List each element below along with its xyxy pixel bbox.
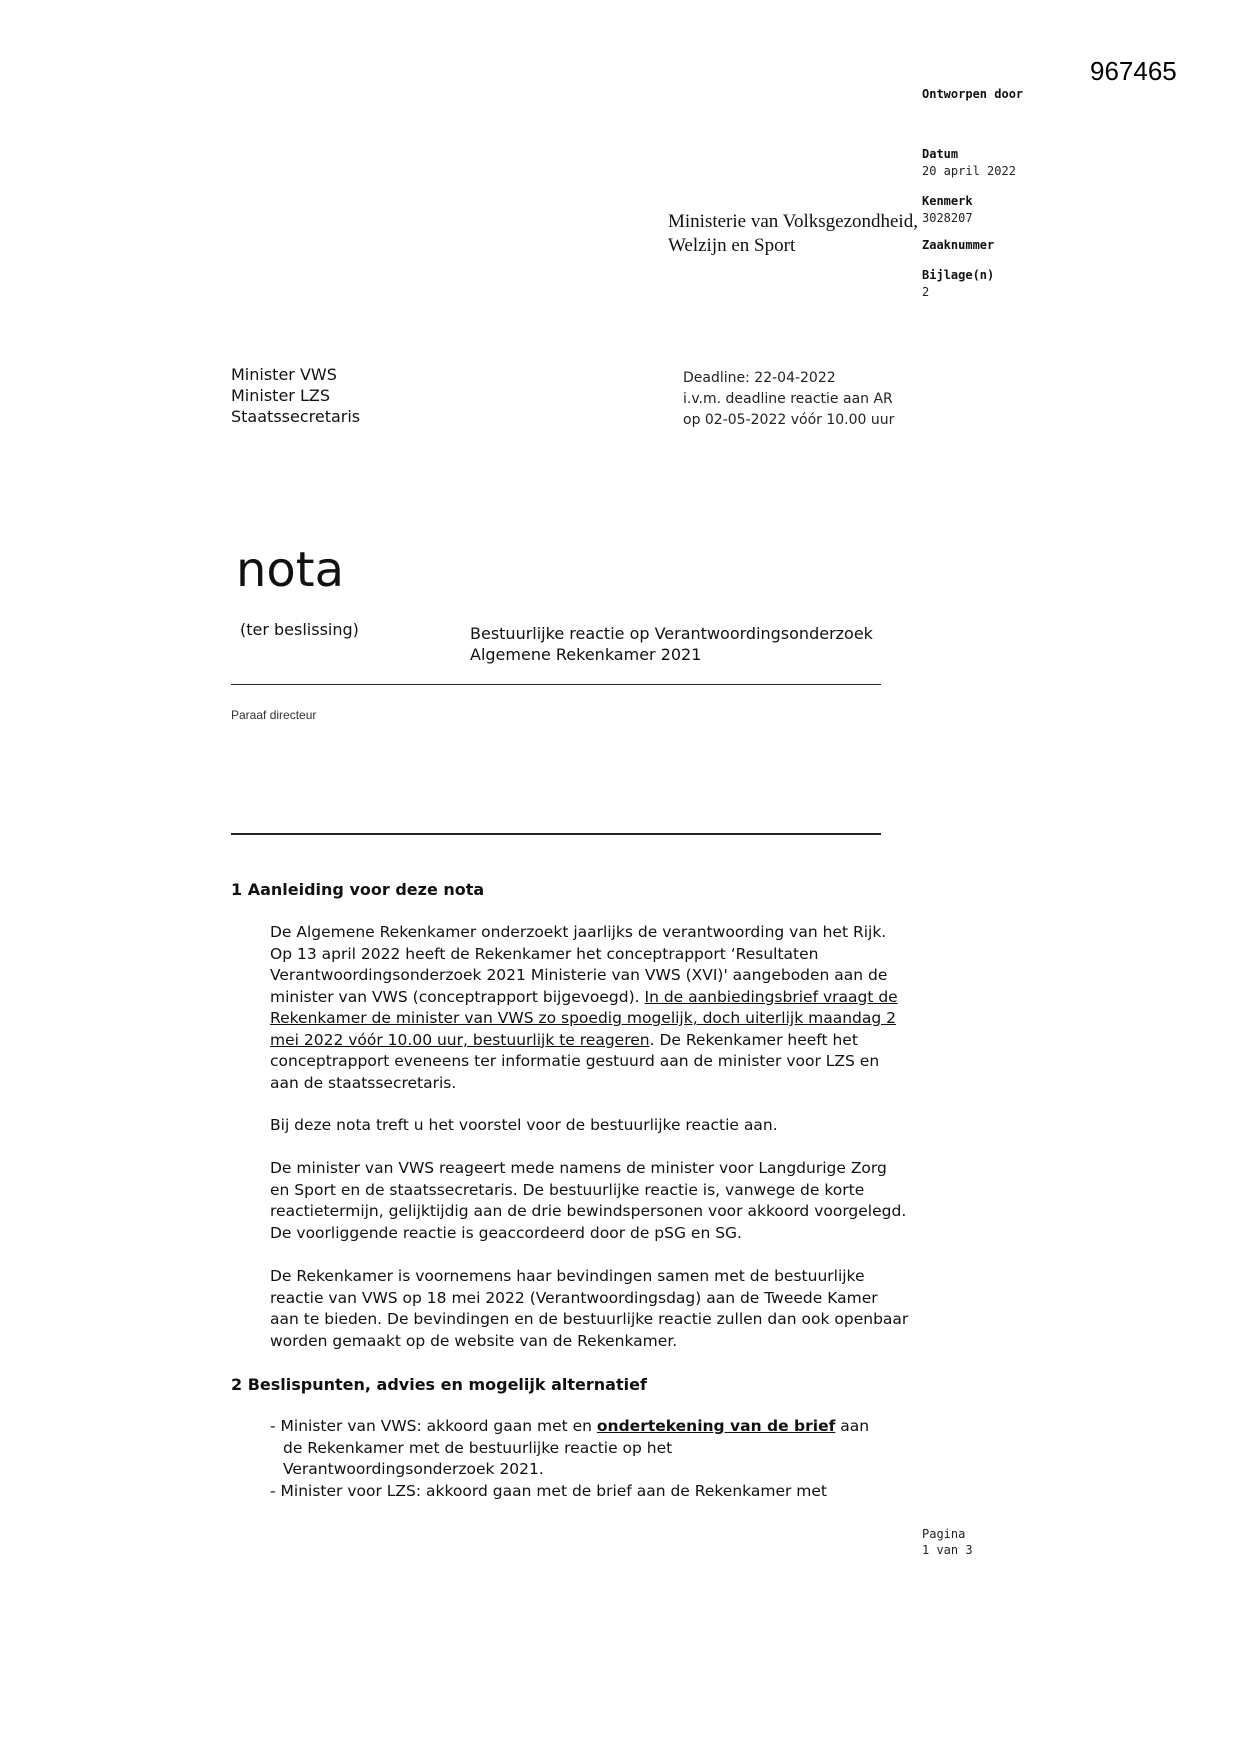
section-1-heading: 1 Aanleiding voor deze nota bbox=[231, 880, 485, 899]
divider-bottom bbox=[231, 833, 881, 835]
deadline-block bbox=[683, 368, 894, 431]
section-2-heading: 2 Beslispunten, advies en mogelijk alternatief bbox=[231, 1375, 647, 1394]
section-1-body bbox=[270, 922, 910, 1094]
attachments-value: 2 bbox=[922, 285, 930, 299]
ministry-line-1: Ministerie van Volksgezondheid, bbox=[668, 211, 918, 232]
addressee-1: Minister VWS bbox=[231, 365, 337, 384]
deadline-line-3: op 02-05-2022 vóór 10.00 uur bbox=[683, 412, 895, 428]
ministry-line-2: Welzijn en Sport bbox=[668, 235, 796, 256]
decision-point-1-bold: ondertekening van de brief bbox=[596, 1417, 836, 1435]
addressee-block bbox=[231, 364, 360, 427]
paraaf-label: Paraaf directeur bbox=[231, 708, 317, 722]
decision-point-1-continuation-1: de Rekenkamer met de bestuurlijke reactie op het bbox=[283, 1438, 673, 1457]
section-1-paragraph-3: De minister van VWS reageert mede namens de minister voor Langdurige Zorg en Sport en de staatssecretaris. De bestuurlijke reactie is, vanwege de korte reactietermijn, gelijktijdig aan de drie bewindspersonen voor akkoord voorgelegd. De voorliggende reactie is geaccordeerd door de pSG en SG. bbox=[270, 1159, 907, 1242]
deadline-line-1: Deadline: 22-04-2022 bbox=[683, 370, 836, 386]
ministry-name bbox=[668, 210, 918, 258]
addressee-2: Minister LZS bbox=[231, 386, 330, 405]
attachments-label: Bijlage(n) bbox=[922, 268, 995, 282]
paragraph-1-tail: . De Rekenkamer heeft het conceptrapport eveneens ter informatie gestuurd aan de minister voor LZS en aan de staatssecretaris. bbox=[270, 1030, 880, 1092]
decision-point-1-suffix: aan bbox=[835, 1417, 870, 1435]
decision-point-1 bbox=[270, 1416, 910, 1481]
decision-point-2: - Minister voor LZS: akkoord gaan met de brief aan de Rekenkamer met bbox=[270, 1482, 827, 1500]
date-label: Datum bbox=[922, 147, 959, 161]
paragraph-1-text: De Algemene Rekenkamer onderzoekt jaarlijks de verantwoording van het Rijk. Op 13 april 2022 heeft de Rekenkamer het conceptrapport ‘Resultaten Verantwoordingsonderzoek 2021 Ministerie van VWS (XVI)' aangeboden aan de minister van VWS (conceptrapport bijgevoegd). bbox=[270, 923, 888, 1006]
designed-by-label: Ontworpen door bbox=[922, 87, 1024, 101]
section-1-paragraph-4: De Rekenkamer is voornemens haar bevindingen samen met de bestuurlijke reactie van VWS op 18 mei 2022 (Verantwoordingsdag) aan de Tweede Kamer aan te bieden. De bevindingen en de bestuurlijke reactie zullen dan ook openbaar worden gemaakt op de website van de Rekenkamer. bbox=[270, 1267, 909, 1350]
section-1-paragraph-1 bbox=[270, 922, 910, 1094]
divider-top bbox=[231, 684, 881, 685]
page-number: 1 van 3 bbox=[922, 1543, 973, 1557]
deadline-line-2: i.v.m. deadline reactie aan AR bbox=[683, 391, 893, 407]
decision-point-1-continuation-2: Verantwoordingsonderzoek 2021. bbox=[283, 1460, 544, 1478]
subject-line-1: Bestuurlijke reactie op Verantwoordingsonderzoek bbox=[470, 624, 873, 643]
case-number-label: Zaaknummer bbox=[922, 238, 995, 252]
page-label: Pagina bbox=[922, 1527, 966, 1541]
nota-status: (ter beslissing) bbox=[240, 620, 359, 639]
reference-value: 3028207 bbox=[922, 211, 973, 225]
nota-subject bbox=[470, 623, 873, 665]
section-1-paragraph-2: Bij deze nota treft u het voorstel voor de bestuurlijke reactie aan. bbox=[270, 1116, 778, 1134]
paragraph-1-underlined: In de aanbiedingsbrief vraagt de Rekenkamer de minister van VWS zo spoedig mogelijk, doch uiterlijk maandag 2 mei 2022 vóór 10.00 uur, bestuurlijk te reageren bbox=[270, 987, 898, 1049]
decision-point-1-prefix: - Minister van VWS: akkoord gaan met en bbox=[270, 1417, 597, 1435]
nota-title: nota bbox=[236, 542, 345, 598]
subject-line-2: Algemene Rekenkamer 2021 bbox=[470, 645, 702, 664]
addressee-3: Staatssecretaris bbox=[231, 407, 361, 426]
date-value: 20 april 2022 bbox=[922, 164, 1016, 178]
document-number: 967465 bbox=[1090, 56, 1177, 86]
reference-label: Kenmerk bbox=[922, 194, 973, 208]
